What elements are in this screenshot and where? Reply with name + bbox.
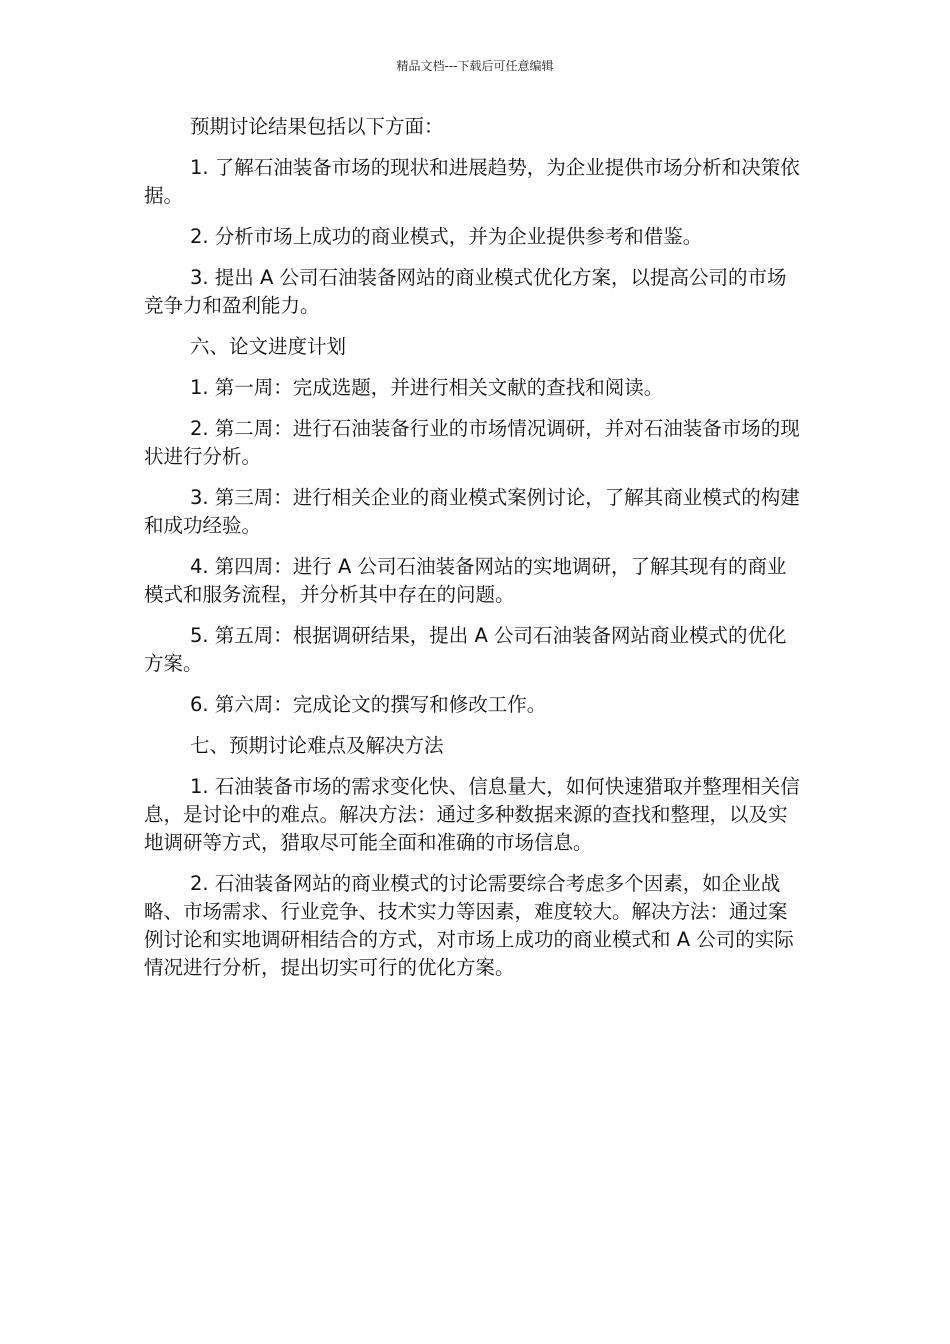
paragraph-week-2: 2. 第二周：进行石油装备行业的市场情况调研，并对石油装备市场的现状进行分析。 — [144, 417, 800, 468]
paragraph-week-6: 6. 第六周：完成论文的撰写和修改工作。 — [190, 693, 547, 716]
paragraph-result-1: 1. 了解石油装备市场的现状和进展趋势，为企业提供市场分析和决策依据。 — [144, 156, 800, 207]
paragraph-week-5: 5. 第五周：根据调研结果，提出 A 公司石油装备网站商业模式的优化方案。 — [144, 624, 787, 675]
page-header-note: 精品文档---下载后可任意编辑 — [396, 59, 554, 73]
paragraph-result-3: 3. 提出 A 公司石油装备网站的商业模式优化方案，以提高公司的市场竞争力和盈利能力。 — [144, 266, 787, 317]
paragraph-week-4: 4. 第四周：进行 A 公司石油装备网站的实地调研，了解其现有的商业模式和服务流程，并分析其中存在的问题。 — [144, 555, 787, 606]
document-body — [144, 113, 804, 995]
paragraph-difficulty-2: 2. 石油装备网站的商业模式的讨论需要综合考虑多个因素，如企业战略、市场需求、行业竞争、技术实力等因素，难度较大。解决方法：通过案例讨论和实地调研相结合的方式，对市场上成功的商业模式和 A 公司的实际情况进行分析，提出切实可行的优化方案。 — [144, 872, 794, 979]
section-heading-schedule: 六、论文进度计划 — [190, 335, 347, 358]
paragraph-difficulty-1: 1. 石油装备市场的需求变化快、信息量大，如何快速猎取并整理相关信息，是讨论中的难点。解决方法：通过多种数据来源的查找和整理，以及实地调研等方式，猎取尽可能全面和准确的市场信息。 — [144, 775, 800, 854]
paragraph-result-2: 2. 分析市场上成功的商业模式，并为企业提供参考和借鉴。 — [190, 225, 703, 248]
paragraph-week-3: 3. 第三周：进行相关企业的商业模式案例讨论，了解其商业模式的构建和成功经验。 — [144, 486, 800, 537]
section-heading-difficulties: 七、预期讨论难点及解决方法 — [190, 734, 444, 757]
paragraph-expected-results-intro: 预期讨论结果包括以下方面： — [190, 115, 444, 138]
paragraph-week-1: 1. 第一周：完成选题，并进行相关文献的查找和阅读。 — [190, 376, 664, 399]
